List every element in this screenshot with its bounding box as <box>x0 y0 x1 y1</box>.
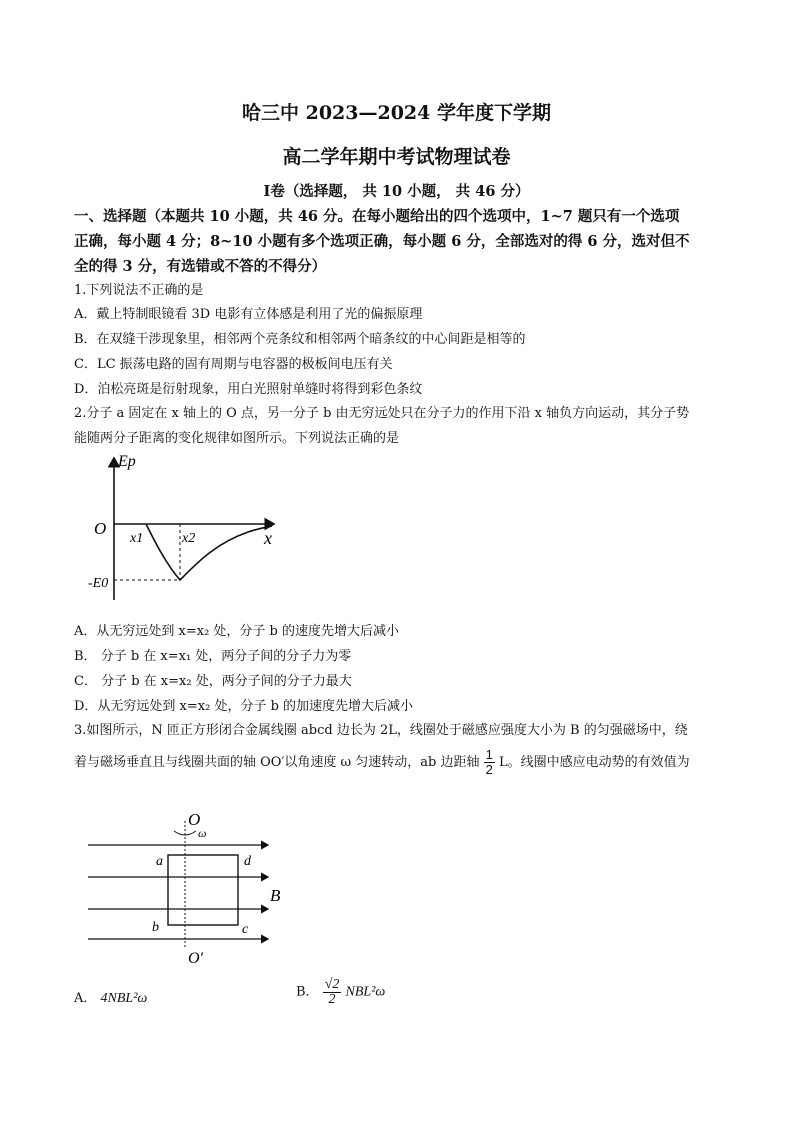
field-b-label: B <box>270 886 281 905</box>
question-1-option-a: A．戴上特制眼镜看 3D 电影有立体感是利用了光的偏振原理 <box>74 307 423 322</box>
x2-label: x2 <box>182 531 196 546</box>
question-2-option-d: D．从无穷远处到 x=x₂ 处，分子 b 的加速度先增大后减小 <box>74 699 414 714</box>
question-2-stem-line-1: 2.分子 a 固定在 x 轴上的 O 点，另一分子 b 由无穷远处只在分子力的作用下沿 x 轴负方向运动，其分子势 <box>74 406 690 421</box>
origin-label: O <box>94 519 107 538</box>
potential-energy-curve <box>146 524 272 580</box>
question-3-stem-part-a: 着与磁场垂直且与线圈共面的轴 OO′以角速度 ω 匀速转动，ab 边距轴 <box>74 755 480 770</box>
section-instructions-line-3: 全的得 3 分，有选错或不答的不得分） <box>74 258 327 275</box>
min-energy-label: -E0 <box>88 576 109 591</box>
x1-label: x1 <box>130 531 144 546</box>
section-instructions-line-1: 一、选择题（本题共 10 小题，共 46 分。在每小题给出的四个选项中，1~7 题只有一个选项 <box>74 208 680 225</box>
omega-label: ω <box>198 826 207 840</box>
school-year-title: 哈三中 2023—2024 学年度下学期 <box>242 102 551 124</box>
option-b-expression: NBL²ω <box>345 984 386 1000</box>
question-2-option-c: C． 分子 b 在 x=x₂ 处，两分子间的分子力最大 <box>74 674 352 689</box>
option-b-numerator: √2 <box>324 977 340 992</box>
question-1-stem: 1.下列说法不正确的是 <box>74 283 204 298</box>
x-axis-label: x <box>264 528 272 548</box>
half-fraction-numerator: 1 <box>485 747 493 762</box>
question-1-option-b: B．在双缝干涉现象里，相邻两个亮条纹和相邻两个暗条纹的中心间距是相等的 <box>74 332 526 347</box>
axis-bottom-label: O′ <box>188 950 204 965</box>
question-3-option-b <box>296 978 385 1007</box>
question-2-stem-line-2: 能随两分子距离的变化规律如图所示。下列说法正确的是 <box>74 431 400 446</box>
option-a-letter: A． <box>74 991 97 1006</box>
half-fraction-denominator: 2 <box>485 762 493 777</box>
y-axis-label: Ep <box>118 453 136 470</box>
corner-a-label: a <box>156 854 163 869</box>
corner-d-label: d <box>244 854 251 869</box>
question-3-option-a <box>74 990 147 1008</box>
question-1-option-d: D．泊松亮斑是衍射现象，用白光照射单缝时将得到彩色条纹 <box>74 382 423 397</box>
section-instructions-line-2: 正确，每小题 4 分；8~10 小题有多个选项正确，每小题 6 分，全部选对的得 6 分，选对但不 <box>74 233 690 250</box>
part-one-heading: Ⅰ卷（选择题， 共 10 小题， 共 46 分） <box>263 183 530 200</box>
option-b-fraction <box>323 978 342 1007</box>
question-1-option-c: C．LC 振荡电路的固有周期与电容器的极板间电压有关 <box>74 357 393 372</box>
question-3-stem-line-2 <box>74 748 690 777</box>
question-3-stem-line-1: 3.如图所示，N 匝正方形闭合金属线圈 abcd 边长为 2L，线圈处于磁感应强度大小为 B 的匀强磁场中，绕 <box>74 723 688 738</box>
half-fraction <box>484 748 495 777</box>
question-3-stem-part-b: L。线圈中感应电动势的有效值为 <box>499 755 690 770</box>
axis-top-label: O <box>188 810 201 829</box>
square-coil <box>168 855 238 925</box>
question-2-option-a: A．从无穷远处到 x=x₂ 处，分子 b 的速度先增大后减小 <box>74 624 400 639</box>
option-a-expression: 4NBL²ω <box>100 991 148 1006</box>
corner-c-label: c <box>242 922 249 937</box>
corner-b-label: b <box>152 920 159 935</box>
option-b-letter: B． <box>296 984 319 1000</box>
question-2-option-b: B． 分子 b 在 x=x₁ 处，两分子间的分子力为零 <box>74 649 352 664</box>
option-b-denominator: 2 <box>328 992 336 1007</box>
rotating-coil-figure <box>84 805 304 965</box>
exam-title: 高二学年期中考试物理试卷 <box>282 146 511 168</box>
potential-energy-graph <box>88 452 288 612</box>
